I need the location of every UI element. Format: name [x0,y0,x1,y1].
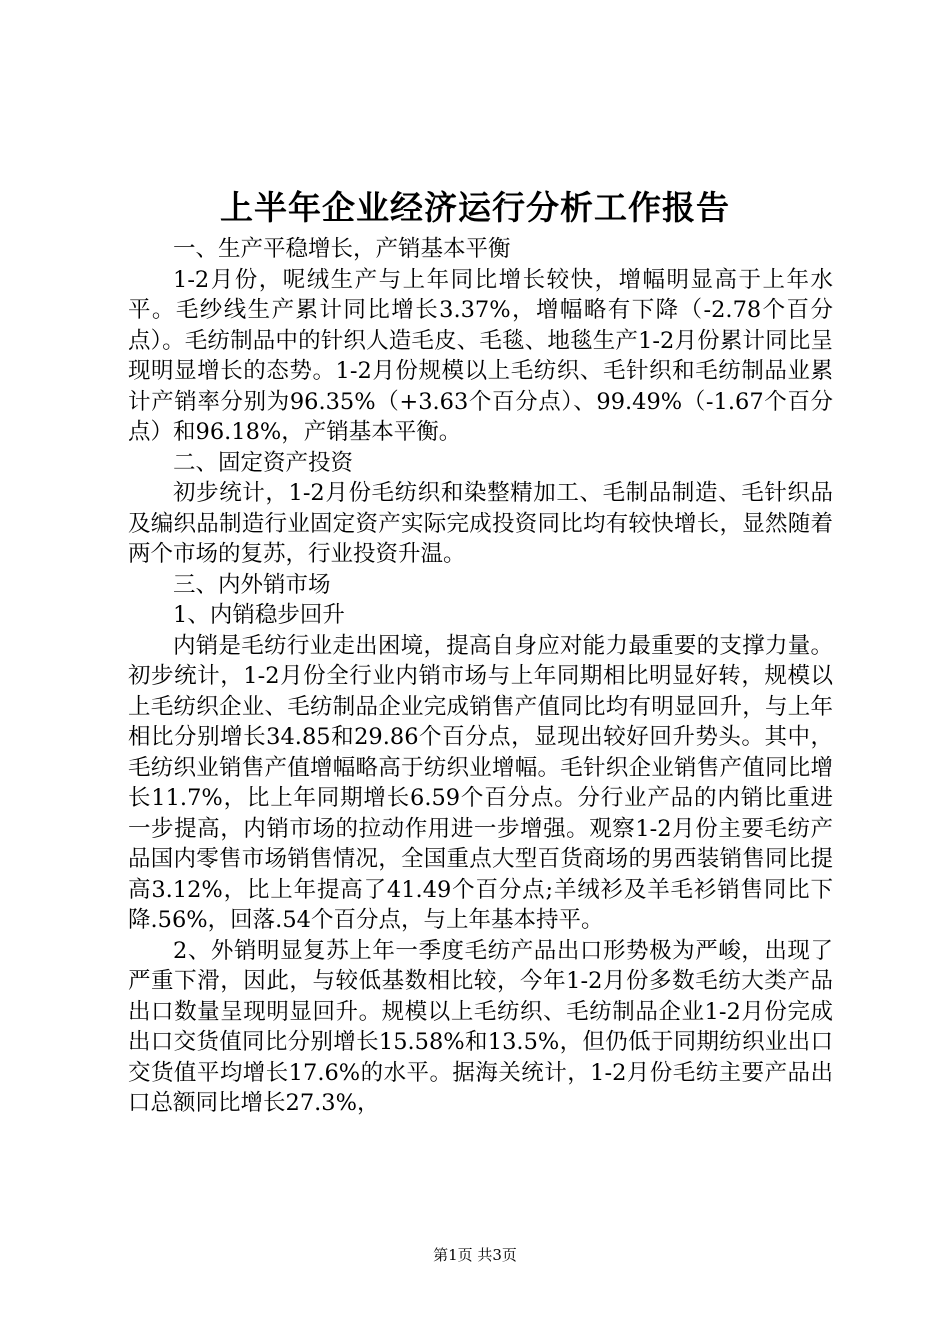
document-body [128,234,833,1119]
page-number: 第1页 共3页 [433,1246,517,1264]
section-heading-investment: 二、固定资产投资 [173,449,354,476]
paragraph-domestic: 内销是毛纺行业走出困境，提高自身应对能力最重要的支撑力量。初步统计，1-2月份全行业内销市场与上年同期相比明显好转，规模以上毛纺织企业、毛纺制品企业完成销售产值同比均有明显回升，与上年相比分别增长34.85和29.86个百分点，显现出较好回升势头。其中，毛纺织业销售产值增幅略高于纺织业增幅。毛针织企业销售产值同比增长11.7%，比上年同期增长6.59个百分点。分行业产品的内销比重进一步提高，内销市场的拉动作用进一步增强。观察1-2月份主要毛纺产品国内零售市场销售情况，全国重点大型百货商场的男西装销售同比提高3.12%，比上年提高了41.49个百分点;羊绒衫及羊毛衫销售同比下降.56%，回落.54个百分点，与上年基本持平。 [128,632,833,933]
section-heading-production: 一、生产平稳增长，产销基本平衡 [173,236,511,262]
paragraph-production: 1-2月份，呢绒生产与上年同比增长较快，增幅明显高于上年水平。毛纱线生产累计同比增长3.37%，增幅略有下降（-2.78个百分点）。毛纺制品中的针织人造毛皮、毛毯、地毯生产1-2月份累计同比呈现明显增长的态势。1-2月份规模以上毛纺织、毛针织和毛纺制品业累计产销率分别为96.35%（+3.63个百分点）、99.49%（-1.67个百分点）和96.18%，产销基本平衡。 [128,266,833,445]
paragraph-investment: 初步统计，1-2月份毛纺织和染整精加工、毛制品制造、毛针织品及编织品制造行业固定资产实际完成投资同比均有较快增长，显然随着两个市场的复苏，行业投资升温。 [128,480,833,567]
paragraph-export: 2、外销明显复苏上年一季度毛纺产品出口形势极为严峻，出现了严重下滑，因此，与较低基数相比较，今年1-2月份多数毛纺大类产品出口数量呈现明显回升。规模以上毛纺织、毛纺制品企业1-2月份完成出口交货值同比分别增长15.58%和13.5%，但仍低于同期纺织业出口交货值平均增长17.6%的水平。据海关统计，1-2月份毛纺主要产品出口总额同比增长27.3%， [128,937,833,1116]
section-heading-market: 三、内外销市场 [173,571,331,598]
subsection-heading-domestic: 1、内销稳步回升 [173,602,345,628]
document-title: 上半年企业经济运行分析工作报告 [220,188,730,227]
